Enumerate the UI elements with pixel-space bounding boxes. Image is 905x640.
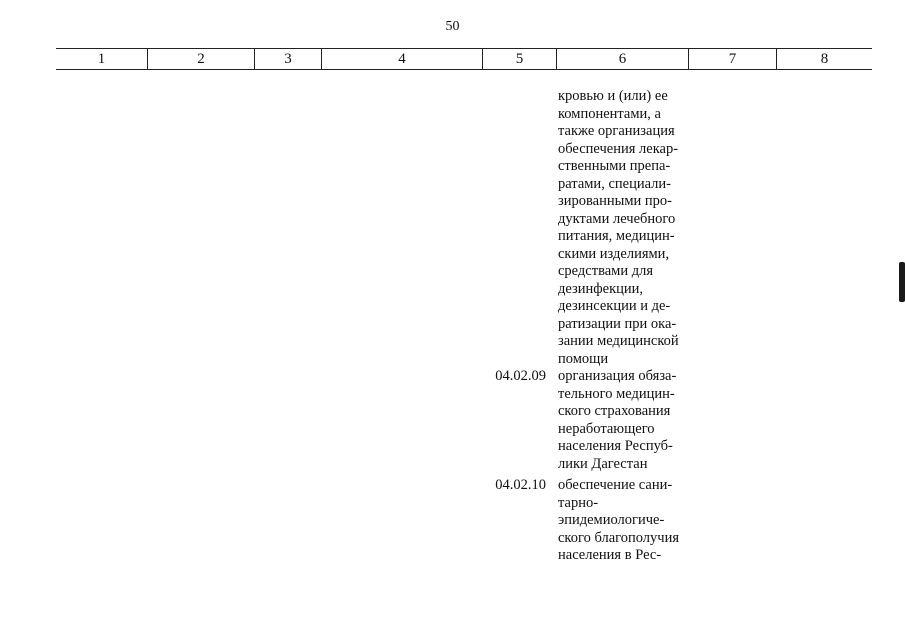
entry-text	[558, 477, 708, 565]
entry-text	[558, 368, 708, 473]
text-line: организация обяза-	[558, 368, 677, 384]
text-line: тельного медицин-	[558, 385, 675, 402]
text-line: обеспечения лекар-	[558, 140, 679, 157]
text-line: зании медицинской	[558, 333, 679, 349]
text-line: средствами для	[558, 263, 654, 279]
column-header-2: 2	[197, 51, 205, 67]
column-header-5: 5	[515, 51, 524, 67]
text-line: тарно-	[558, 494, 599, 511]
table-header-row	[56, 48, 872, 70]
scan-artifact	[899, 262, 905, 302]
entry-text	[558, 88, 708, 368]
text-line: кровью и (или) ее	[558, 88, 668, 104]
entry-code: 04.02.10	[495, 477, 546, 493]
text-line: обеспечение сани-	[558, 477, 673, 493]
text-line: дезинсекции и де-	[558, 298, 671, 314]
text-line: дуктами лечебного	[558, 210, 676, 227]
text-line: ского благополучия	[558, 529, 680, 546]
text-line: населения в Рес-	[558, 547, 662, 563]
text-line: населения Респуб-	[558, 438, 673, 454]
text-line: скими изделиями,	[558, 245, 670, 262]
text-line: неработающего	[558, 420, 655, 437]
page-number: 50	[445, 19, 460, 34]
column-header-6: 6	[618, 51, 627, 67]
text-line: помощи	[558, 350, 609, 367]
text-line: ратами, специали-	[558, 175, 671, 192]
text-line: зированными про-	[558, 193, 672, 209]
column-header-1: 1	[97, 51, 106, 67]
text-line: дезинфекции,	[558, 280, 644, 297]
text-line: ратизации при ока-	[558, 315, 677, 332]
column-header-7: 7	[728, 51, 737, 67]
text-line: питания, медицин-	[558, 228, 675, 244]
text-line: компонентами, а	[558, 105, 661, 122]
text-line: ского страхования	[558, 403, 671, 419]
entry-code: 04.02.09	[495, 368, 546, 384]
column-header-4: 4	[398, 51, 406, 67]
text-line: эпидемиологиче-	[558, 512, 665, 528]
text-line: ственными препа-	[558, 158, 671, 174]
text-line: лики Дагестан	[558, 455, 648, 472]
text-line: также организация	[558, 123, 675, 139]
column-header-3: 3	[284, 51, 292, 67]
column-header-8: 8	[820, 51, 829, 67]
